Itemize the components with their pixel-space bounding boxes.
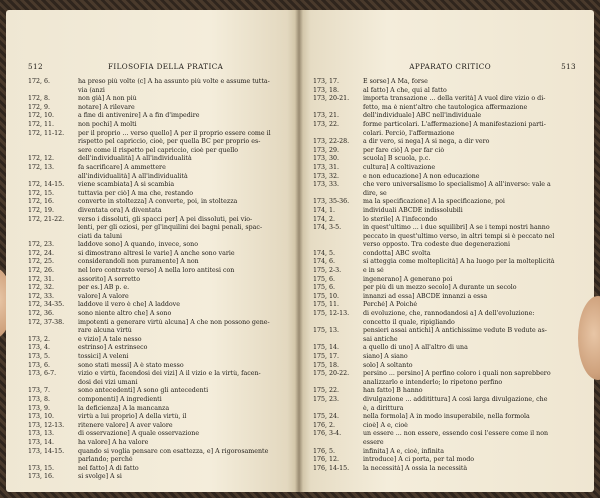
- line-reference: 175, 23.: [313, 395, 340, 403]
- variant-text: forme particolari. L'affermazione] A manifestazioni parti-: [363, 120, 546, 128]
- line-reference: 174, 3-5.: [313, 224, 342, 232]
- variant-text: a fine di antivenire] A a fin d'impedire: [78, 112, 200, 120]
- variant-text: sai antiche: [363, 335, 398, 343]
- book-gutter: [295, 10, 303, 492]
- variant-text: per fare ciò] A per far ciò: [363, 146, 445, 154]
- variant-text: vizio e virtù, facendosi dei vizi] A il vizio e la virtù, facen-: [78, 370, 261, 378]
- apparatus-row: [28, 353, 290, 362]
- variant-text: tuttavia per ciò] A ma che, restando: [78, 189, 194, 197]
- variant-text: dire, se: [363, 189, 387, 197]
- variant-text: sere come il rispetto pel capriccio, cioè per quello: [78, 146, 239, 154]
- variant-text: ingenerano] A generano poi: [363, 275, 453, 283]
- variant-text: virtù a lui proprio] A della virtù, il: [78, 413, 187, 421]
- line-reference: 173, 16.: [28, 473, 55, 481]
- line-reference: 172, 23.: [28, 241, 55, 249]
- variant-text: laddove il vero è che] A laddove: [78, 301, 180, 309]
- line-reference: [28, 379, 78, 388]
- line-reference: 172, 26.: [28, 267, 55, 275]
- apparatus-row: [28, 344, 290, 353]
- line-reference: 174, 5.: [313, 249, 336, 257]
- apparatus-row: [28, 241, 290, 250]
- variant-text: e vizio] A tale nesso: [78, 335, 142, 343]
- line-reference: 176, 5.: [313, 447, 336, 455]
- apparatus-row: [313, 138, 583, 147]
- apparatus-row: [28, 301, 290, 310]
- line-reference: 172, 15.: [28, 189, 55, 197]
- apparatus-row: [28, 190, 290, 199]
- apparatus-row: [28, 258, 290, 267]
- apparatus-row: [28, 387, 290, 396]
- apparatus-row: [28, 112, 290, 121]
- apparatus-row: [28, 362, 290, 371]
- variant-text: condotta] ABC svolta: [363, 249, 431, 257]
- apparatus-row: [28, 78, 290, 87]
- variant-text: verso i dissoluti, gli spacci per] A pei dissoluti, pei vio-: [78, 215, 253, 223]
- variant-text: verso opposto. Tra codeste due degenerazioni: [363, 241, 511, 249]
- line-reference: [313, 190, 363, 199]
- variant-text: peccato in quest'ultimo verso, in altri tempi si è peccato nel: [363, 232, 555, 240]
- variant-text: lo sterile] A l'infecondo: [363, 215, 438, 223]
- variant-text: pensieri assai antichi] A antichissime vedute B vedute as-: [363, 327, 547, 335]
- line-reference: 173, 14.: [28, 438, 55, 446]
- apparatus-row: [28, 147, 290, 156]
- line-reference: [28, 327, 78, 336]
- line-reference: 176, 2.: [313, 421, 336, 429]
- apparatus-row: [313, 224, 583, 233]
- right-page: [299, 10, 594, 492]
- variant-text: viene scambiata] A si scambia: [78, 181, 175, 189]
- apparatus-row: [28, 370, 290, 379]
- line-reference: 175, 18.: [313, 361, 340, 369]
- variant-text: per il proprio ... verso quello] A per il proprio essere come il: [78, 129, 271, 137]
- variant-text: si dimostrano altresì le varie] A anche sono varie: [78, 249, 235, 257]
- apparatus-row: [313, 104, 583, 113]
- apparatus-row: [28, 164, 290, 173]
- apparatus-row: [313, 112, 583, 121]
- line-reference: 173, 35-36.: [313, 198, 350, 206]
- variant-text: dosi dei vizi umani: [78, 378, 138, 386]
- apparatus-row: [313, 362, 583, 371]
- apparatus-row: [313, 301, 583, 310]
- line-reference: 172, 16.: [28, 198, 55, 206]
- line-reference: [313, 439, 363, 448]
- line-reference: 173, 22.: [313, 120, 340, 128]
- apparatus-row: [313, 413, 583, 422]
- variant-text: si svolge] A si: [78, 473, 122, 481]
- apparatus-row: [28, 276, 290, 285]
- apparatus-row: [313, 319, 583, 328]
- line-reference: 175, 24.: [313, 413, 340, 421]
- line-reference: [28, 233, 78, 242]
- apparatus-row: [28, 138, 290, 147]
- variant-text: siano] A siano: [363, 353, 408, 360]
- apparatus-row: [313, 130, 583, 139]
- variant-text: dell'individuale] ABC nell'individuale: [363, 112, 482, 120]
- apparatus-row: [313, 293, 583, 302]
- variant-text: cioè] A e, cioè: [363, 421, 408, 429]
- line-reference: 172, 24.: [28, 249, 55, 257]
- variant-text: parlando; perché: [78, 456, 133, 464]
- variant-text: fetto, ma è nient'altro che tautologica affermazione: [363, 103, 528, 111]
- apparatus-row: [28, 284, 290, 293]
- line-reference: 176, 12.: [313, 456, 340, 464]
- variant-text: lenti, per gli oziosi, per gl'inquilini dei bagni penali, spac-: [78, 224, 263, 232]
- apparatus-row: [28, 233, 290, 242]
- apparatus-row: [28, 379, 290, 388]
- apparatus-row: [313, 216, 583, 225]
- variant-text: non già] A non più: [78, 95, 137, 103]
- apparatus-row: [28, 173, 290, 182]
- line-reference: 174, 2.: [313, 215, 336, 223]
- line-reference: 173, 15.: [28, 464, 55, 472]
- apparatus-row: [28, 473, 290, 482]
- variant-text: nel loro contrasto verso] A nella loro antitesi con: [78, 267, 235, 275]
- apparatus-row: [313, 207, 583, 216]
- line-reference: 172, 31.: [28, 275, 55, 283]
- variant-text: a quello di uno] A all'altro di una: [363, 344, 468, 352]
- variant-text: all'individualità] A all'individualità: [78, 172, 188, 180]
- line-reference: [28, 456, 78, 465]
- apparatus-row: [313, 422, 583, 431]
- apparatus-row: [313, 250, 583, 259]
- line-reference: 175, 14.: [313, 344, 340, 352]
- line-reference: [313, 104, 363, 113]
- variant-text: componenti] A ingredienti: [78, 395, 162, 403]
- variant-text: via (anzi: [78, 86, 105, 94]
- variant-text: di evoluzione, che, rannodandosi a] A dell'evoluzione:: [363, 310, 535, 318]
- line-reference: 172, 37-38.: [28, 318, 65, 326]
- apparatus-row: [28, 130, 290, 139]
- apparatus-row: [313, 387, 583, 396]
- apparatus-row: [28, 293, 290, 302]
- variant-text: è, a dirittura: [363, 404, 404, 412]
- apparatus-row: [28, 207, 290, 216]
- line-reference: 176, 14-15.: [313, 464, 350, 472]
- line-reference: 172, 36.: [28, 310, 55, 318]
- variant-text: diventata ora] A diventata: [78, 206, 162, 214]
- variant-text: che vero universalismo lo specialismo] A all'inverso: vale a: [363, 181, 551, 189]
- apparatus-row: [313, 147, 583, 156]
- apparatus-row: [313, 233, 583, 242]
- apparatus-row: [313, 78, 583, 87]
- apparatus-row: [313, 164, 583, 173]
- line-reference: 173, 12-13.: [28, 421, 65, 429]
- variant-text: in quest'ultimo ... i due squilibri] A se i tempi nostri hanno: [363, 224, 550, 232]
- variant-text: tossici] A veleni: [78, 353, 129, 360]
- variant-text: Perché] A Poiché: [363, 301, 418, 309]
- line-reference: 173, 2.: [28, 335, 51, 343]
- variant-text: ha preso più volte (c] A ha assunto più volte e assume tutta-: [78, 78, 270, 85]
- apparatus-row: [313, 465, 583, 474]
- apparatus-row: [28, 224, 290, 233]
- line-reference: 175, 22.: [313, 387, 340, 395]
- apparatus-row: [313, 241, 583, 250]
- left-page: [6, 10, 299, 492]
- line-reference: [313, 241, 363, 250]
- variant-text: valore] A valore: [78, 292, 129, 300]
- variant-text: impotenti a generare virtù alcuna] A che non possono gene-: [78, 318, 270, 326]
- line-reference: 173, 33.: [313, 181, 340, 189]
- apparatus-row: [313, 396, 583, 405]
- line-reference: 172, 21-22.: [28, 215, 65, 223]
- line-reference: 173, 8.: [28, 395, 51, 403]
- line-reference: [28, 87, 78, 96]
- line-reference: 175, 17.: [313, 353, 340, 360]
- line-reference: 173, 32.: [313, 172, 340, 180]
- variant-text: ciati da taluni: [78, 232, 123, 240]
- variant-text: e non educazione] A non educazione: [363, 172, 480, 180]
- line-reference: 173, 20-21.: [313, 95, 350, 103]
- line-reference: 173, 9.: [28, 404, 51, 412]
- apparatus-row: [28, 465, 290, 474]
- apparatus-row: [313, 405, 583, 414]
- apparatus-row: [28, 422, 290, 431]
- line-reference: 172, 12.: [28, 155, 55, 163]
- line-reference: 173, 7.: [28, 387, 51, 395]
- line-reference: 173, 5.: [28, 353, 51, 360]
- variant-text: infinita] A e, cioè, infinita: [363, 447, 445, 455]
- apparatus-row: [313, 370, 583, 379]
- apparatus-row: [313, 430, 583, 439]
- variant-text: rispetto pel capriccio, cioè, per quella BC per proprio es-: [78, 138, 261, 146]
- apparatus-row: [313, 258, 583, 267]
- apparatus-row: [313, 379, 583, 388]
- variant-text: han fatto] B hanno: [363, 387, 423, 395]
- right-page-number: 513: [561, 62, 576, 71]
- apparatus-row: [28, 104, 290, 113]
- line-reference: 175, 2-3.: [313, 267, 342, 275]
- variant-text: e in sé: [363, 267, 384, 275]
- variant-text: nella formola] A in modo insuperabile, nella formola: [363, 413, 530, 421]
- apparatus-row: [28, 327, 290, 336]
- variant-text: cultura] A coltivazione: [363, 163, 436, 171]
- variant-text: assorito] A sorretto: [78, 275, 140, 283]
- variant-text: colari. Perciò, l'affermazione: [363, 129, 455, 137]
- variant-text: notare] A rilevare: [78, 103, 135, 111]
- line-reference: 172, 14-15.: [28, 181, 65, 189]
- variant-text: E sorse] A Ma, forse: [363, 78, 428, 85]
- line-reference: 173, 6.: [28, 361, 51, 369]
- line-reference: [28, 147, 78, 156]
- line-reference: [28, 173, 78, 182]
- variant-text: divulgazione ... additittura] A così larga divulgazione, che: [363, 395, 548, 403]
- variant-text: a dir vero, si nega] A si nega, a dir vero: [363, 138, 490, 146]
- line-reference: 173, 6-7.: [28, 370, 57, 378]
- apparatus-row: [313, 190, 583, 199]
- variant-text: sono antecedenti] A sono gli antecedenti: [78, 387, 209, 395]
- apparatus-row: [313, 173, 583, 182]
- variant-text: fa sacrificare] A ammettere: [78, 163, 166, 171]
- apparatus-row: [313, 456, 583, 465]
- line-reference: 175, 20-22.: [313, 370, 350, 378]
- line-reference: 173, 30.: [313, 155, 340, 163]
- variant-text: solo] A soltanto: [363, 361, 413, 369]
- variant-text: di osservazione] A quale osservazione: [78, 430, 200, 438]
- variant-text: sono niente altro che] A sono: [78, 310, 172, 318]
- variant-text: introduce] A ci porta, per tal modo: [363, 456, 475, 464]
- line-reference: 172, 34-35.: [28, 301, 65, 309]
- line-reference: 175, 13.: [313, 327, 340, 335]
- apparatus-row: [28, 87, 290, 96]
- variant-text: per più di un mezzo secolo] A durante un secolo: [363, 284, 517, 292]
- apparatus-row: [313, 344, 583, 353]
- line-reference: [28, 138, 78, 147]
- line-reference: 172, 6.: [28, 78, 51, 85]
- line-reference: 172, 8.: [28, 95, 51, 103]
- apparatus-row: [313, 439, 583, 448]
- variant-text: quando si voglia pensare con esattezza, e] A rigorosamente: [78, 447, 269, 455]
- apparatus-row: [313, 95, 583, 104]
- line-reference: 173, 10.: [28, 413, 55, 421]
- line-reference: 173, 18.: [313, 86, 340, 94]
- line-reference: [313, 379, 363, 388]
- apparatus-row: [28, 448, 290, 457]
- apparatus-row: [313, 336, 583, 345]
- apparatus-row: [28, 413, 290, 422]
- line-reference: 173, 14-15.: [28, 447, 65, 455]
- line-reference: 173, 13.: [28, 430, 55, 438]
- right-header-title: APPARATO CRITICO: [409, 62, 491, 71]
- apparatus-row: [313, 276, 583, 285]
- line-reference: 172, 9.: [28, 103, 51, 111]
- apparatus-row: [313, 267, 583, 276]
- apparatus-row: [28, 396, 290, 405]
- line-reference: 173, 4.: [28, 344, 51, 352]
- apparatus-row: [313, 310, 583, 319]
- variant-text: analizzarlo e intenderlo; lo ripetono perfino: [363, 378, 503, 386]
- variant-text: nel fatto] A di fatto: [78, 464, 139, 472]
- line-reference: 174, 6.: [313, 258, 336, 266]
- variant-text: non pochi] A molti: [78, 120, 137, 128]
- apparatus-row: [313, 121, 583, 130]
- line-reference: 173, 21.: [313, 112, 340, 120]
- left-header-title: FILOSOFIA DELLA PRATICA: [108, 62, 224, 71]
- apparatus-row: [313, 448, 583, 457]
- apparatus-row: [28, 121, 290, 130]
- line-reference: 172, 25.: [28, 258, 55, 266]
- variant-text: dell'individualità] A all'individualità: [78, 155, 192, 163]
- line-reference: 172, 10.: [28, 112, 55, 120]
- apparatus-row: [28, 456, 290, 465]
- line-reference: 173, 31.: [313, 163, 340, 171]
- left-page-number: 512: [28, 62, 43, 71]
- line-reference: [313, 233, 363, 242]
- line-reference: 172, 11-12.: [28, 129, 65, 137]
- line-reference: 176, 3-4.: [313, 430, 342, 438]
- variant-text: la necessità] A ossia la necessità: [363, 464, 468, 472]
- variant-text: innanzi ad essa] ABCDE innanzi a essa: [363, 292, 488, 300]
- variant-text: un essere ... non essere, essendo così l'essere come il non: [363, 430, 549, 438]
- apparatus-row: [313, 155, 583, 164]
- variant-text: estrinso] A estrinseco: [78, 344, 148, 352]
- apparatus-row: [28, 336, 290, 345]
- apparatus-row: [28, 405, 290, 414]
- line-reference: 175, 11.: [313, 301, 340, 309]
- line-reference: 173, 22-28.: [313, 138, 350, 146]
- left-apparatus-list: [28, 78, 290, 482]
- apparatus-row: [28, 198, 290, 207]
- apparatus-row: [28, 310, 290, 319]
- variant-text: concetto il quale, ripigliando: [363, 318, 455, 326]
- variant-text: sono stati messi] A è stato messo: [78, 361, 184, 369]
- apparatus-row: [28, 319, 290, 328]
- variant-text: al fatto] A che, qui al fatto: [363, 86, 447, 94]
- variant-text: per es.] AB p. e.: [78, 284, 130, 292]
- line-reference: 175, 6.: [313, 275, 336, 283]
- line-reference: [313, 319, 363, 328]
- apparatus-row: [313, 181, 583, 190]
- apparatus-row: [28, 216, 290, 225]
- line-reference: [313, 336, 363, 345]
- apparatus-row: [28, 439, 290, 448]
- apparatus-row: [28, 430, 290, 439]
- line-reference: 173, 29.: [313, 146, 340, 154]
- apparatus-row: [28, 267, 290, 276]
- variant-text: ha valore] A ha valore: [78, 438, 149, 446]
- variant-text: individuali ABCDE indissolubili: [363, 206, 463, 214]
- apparatus-row: [28, 250, 290, 259]
- line-reference: 175, 10.: [313, 292, 340, 300]
- variant-text: laddove sono] A quando, invece, sono: [78, 241, 198, 249]
- apparatus-row: [313, 198, 583, 207]
- variant-text: scuola] B scuola, p.c.: [363, 155, 431, 163]
- apparatus-row: [28, 155, 290, 164]
- apparatus-row: [28, 181, 290, 190]
- open-book: [6, 10, 594, 492]
- variant-text: la deficienza] A la mancanza: [78, 404, 170, 412]
- apparatus-row: [28, 95, 290, 104]
- line-reference: 173, 17.: [313, 78, 340, 85]
- line-reference: 172, 32.: [28, 284, 55, 292]
- line-reference: 172, 33.: [28, 292, 55, 300]
- line-reference: [28, 224, 78, 233]
- line-reference: 172, 13.: [28, 163, 55, 171]
- variant-text: essere: [363, 438, 384, 446]
- line-reference: 174, 1.: [313, 206, 336, 214]
- apparatus-row: [313, 353, 583, 362]
- line-reference: 172, 11.: [28, 120, 55, 128]
- variant-text: considerandoli non puramente] A non: [78, 258, 199, 266]
- line-reference: [313, 405, 363, 414]
- apparatus-row: [313, 327, 583, 336]
- variant-text: persino ... persino] A perfino coloro i quali non saprebbero: [363, 370, 551, 378]
- apparatus-row: [313, 284, 583, 293]
- right-apparatus-list: [313, 78, 583, 473]
- apparatus-row: [313, 87, 583, 96]
- variant-text: ma la specificazione] A la specificazione, poi: [363, 198, 505, 206]
- variant-text: si atteggia come molteplicità] A ha luogo per la molteplicità: [363, 258, 555, 266]
- variant-text: converte in stoltezza] A converte, poi, in stoltezza: [78, 198, 238, 206]
- variant-text: rare alcuna virtù: [78, 327, 132, 335]
- variant-text: ritenere valore] A aver valore: [78, 421, 173, 429]
- variant-text: importa transazione ... della verità] A vuol dire vizio o di-: [363, 95, 546, 103]
- line-reference: 172, 19.: [28, 206, 55, 214]
- line-reference: [313, 130, 363, 139]
- line-reference: 175, 6.: [313, 284, 336, 292]
- line-reference: 175, 12-13.: [313, 310, 350, 318]
